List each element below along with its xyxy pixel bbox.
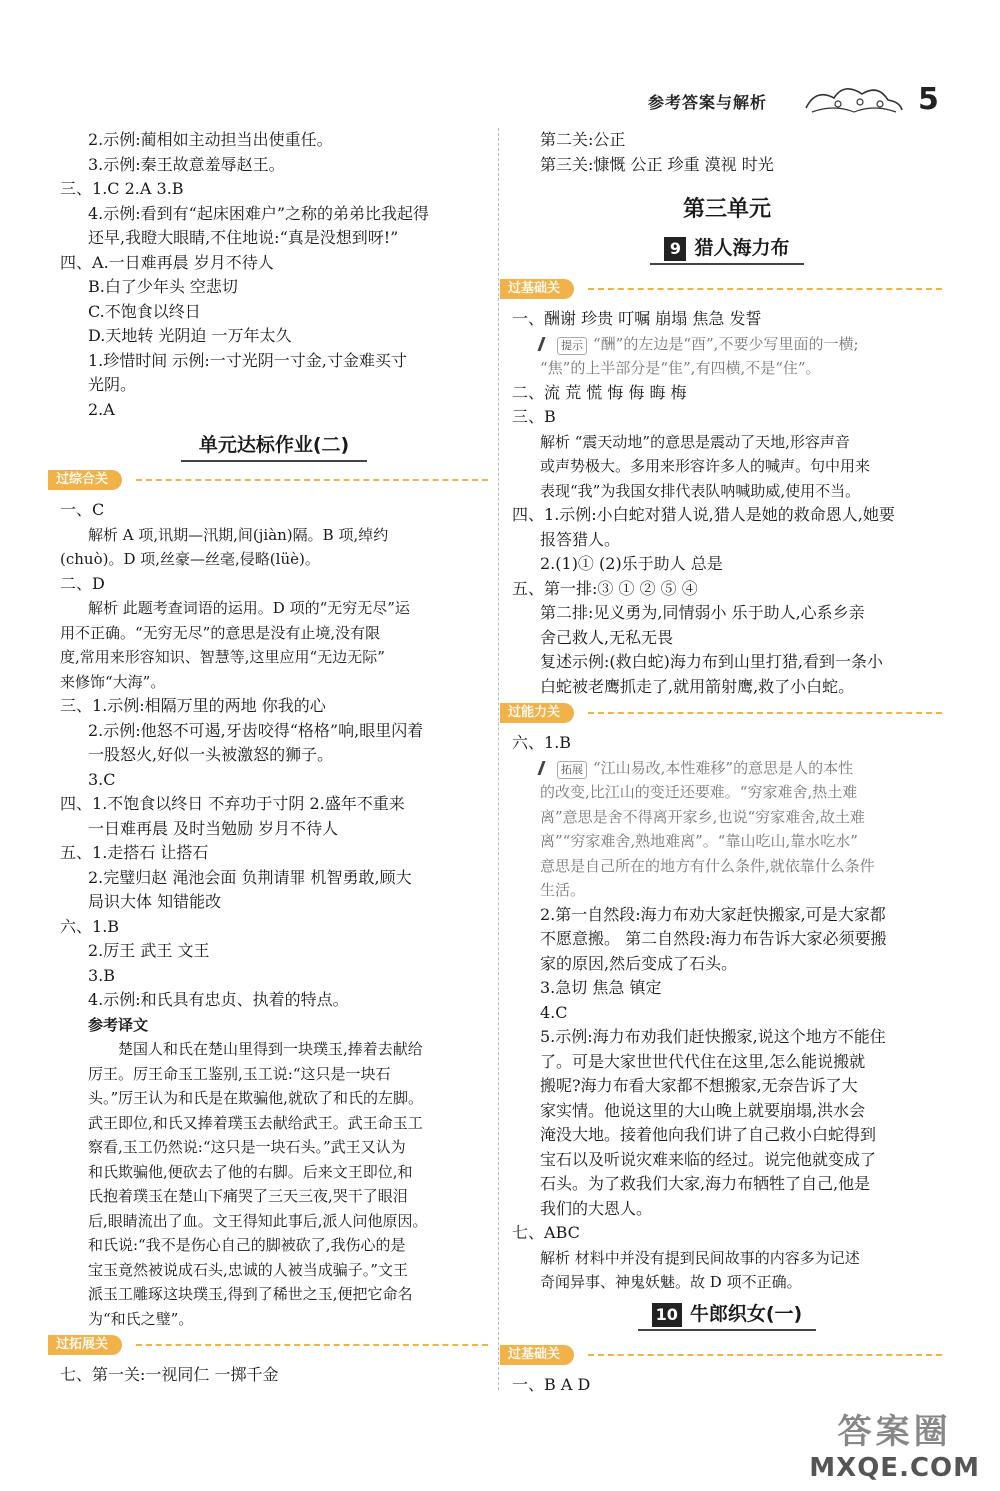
answer-line: 白蛇被老鹰抓走了,就用箭射鹰,救了小白蛇。: [540, 676, 855, 696]
answer-line: 第三关:慷慨 公正 珍重 漠视 时光: [540, 154, 774, 174]
section-tag-label: 过综合关: [48, 470, 122, 490]
question-label: 三、: [512, 407, 545, 426]
answer-line: 3.急切 焦急 镇定: [540, 978, 662, 997]
pen-icon: [537, 761, 555, 775]
answer-line: 搬呢?海力布看大家都不想搬家,无奈告诉了大: [540, 1076, 858, 1095]
extension-line: 的改变,比江山的变迁还要难。“穷家难舍,热土难: [540, 783, 858, 801]
explanation-line: 解析 材料中并没有提到民间故事的内容多为记述: [540, 1248, 860, 1267]
answer-line: C.不饱食以终日: [88, 301, 201, 321]
section-rule: [588, 288, 942, 290]
answer-text: 1.B: [544, 733, 572, 752]
answer-line: 2.第一自然段:海力布劝大家赶快搬家,可是大家都: [540, 904, 886, 924]
answer-line: 4.示例:和氏具有忠贞、执着的特点。: [88, 990, 349, 1009]
answer-line: 家实情。他说这里的大山晚上就要崩塌,洪水会: [540, 1100, 866, 1120]
explanation-line: (chuò)。D 项,丝豪—丝毫,侵略(lüè)。: [60, 550, 320, 568]
section-rule: [136, 1344, 488, 1346]
answer-line: B.白了少年头 空悲切: [88, 277, 238, 296]
section-tag-label: 过能力关: [500, 703, 574, 723]
question-label: 三、: [60, 696, 93, 715]
translation-line: 派玉工雕琢这块璞玉,得到了稀世之玉,便把它命名: [88, 1285, 413, 1303]
section-tag: [500, 701, 942, 727]
answer-text: 流 荒 慌 悔 侮 晦 梅: [544, 382, 687, 402]
section-rule: [588, 1354, 942, 1356]
answer-line: 4.示例:看到有“起床困难户”之称的弟弟比我起得: [88, 203, 430, 223]
extension-text: “江山易改,本性难移”的意思是人的本性: [593, 758, 854, 777]
cloud-decoration-icon: [804, 82, 904, 116]
answer-text: 1.走搭石 让搭石: [92, 843, 209, 862]
site-watermark: [809, 1404, 980, 1483]
extension-line: [512, 756, 942, 781]
section-tag-label: 过基础关: [500, 1345, 574, 1365]
unit-title: 第三单元: [682, 197, 771, 222]
answer-line: 宝石以及听说灾难来临的经过。说完他就变成了: [540, 1149, 877, 1169]
answer-text: A.一日难再晨 岁月不待人: [92, 252, 274, 272]
question-label: 二、: [512, 382, 545, 402]
question-label: 三、: [60, 179, 93, 198]
lesson-heading: [512, 1299, 942, 1339]
answer-line: 3.示例:秦王故意羞辱赵王。: [88, 154, 285, 174]
answer-line: 2.厉王 武王 文王: [88, 941, 210, 960]
explanation-line: 表现“我”为我国女排代表队呐喊助威,使用不当。: [540, 481, 861, 500]
unit-heading: [512, 191, 942, 229]
watermark-url: MXQE.COM: [809, 1453, 980, 1483]
answer-text: 第一关:一视同仁 一掷千金: [92, 1365, 279, 1384]
column-divider: [498, 128, 499, 1390]
translation-line: 氏抱着璞玉在楚山下痛哭了三天三夜,哭干了眼泪: [88, 1187, 408, 1205]
answer-line: 第二排:见义勇为,同情弱小 乐于助人,心系乡亲: [540, 603, 865, 622]
section-rule: [136, 479, 488, 481]
section-tag-label: 过基础关: [500, 279, 574, 299]
section-tag: [48, 468, 488, 494]
translation-line: 察看,玉工仍然说:“这只是一块石头。”武王又认为: [88, 1138, 406, 1156]
unit-heading: [60, 426, 488, 464]
answer-text: 酬谢 珍贵 叮嘱 崩塌 焦急 发誓: [544, 309, 762, 328]
lesson-number: 10: [652, 1303, 682, 1327]
translation-line: 武王即位,和氏又捧着璞玉去献给武王。武王命玉工: [88, 1113, 423, 1132]
answer-line: 2.完璧归赵 渑池会面 负荆请罪 机智勇敢,顾大: [88, 867, 412, 887]
lesson-heading: [512, 233, 942, 273]
lesson-number: 9: [664, 237, 686, 261]
answer-line: 局识大体 知错能改: [88, 892, 222, 911]
translation-line: 头。”厉王认为和氏是在欺骗他,就砍了和氏的左脚。: [88, 1089, 423, 1107]
question-label: 一、: [60, 500, 93, 519]
answer-text: 1.示例:小白蛇对猎人说,猎人是她的救命恩人,她要: [544, 505, 895, 524]
question-label: 四、: [512, 505, 545, 524]
explanation-line: 用不正确。“无穷无尽”的意思是没有止境,没有限: [60, 623, 381, 642]
question-label: 二、: [60, 573, 93, 593]
question-label: 六、: [60, 916, 93, 936]
answer-text: ABC: [544, 1223, 580, 1242]
hint-tag: 提示: [557, 337, 587, 355]
answer-line: 一日难再晨 及时当勉励 岁月不待人: [88, 818, 339, 838]
translation-line: 楚国人和氏在楚山里得到一块璞玉,捧着去献给: [118, 1040, 423, 1058]
answer-line: 3.C: [88, 769, 116, 789]
question-label: 七、: [60, 1365, 93, 1384]
explanation-line: 或声势极大。多用来形容许多人的喊声。句中用来: [540, 457, 871, 475]
extension-line: 生活。: [540, 881, 586, 899]
section-tag: [500, 277, 942, 303]
hint-line: “焦”的上半部分是“隹”,有四横,不是“住”。: [540, 359, 821, 377]
answer-line: 舍己救人,无私无畏: [540, 627, 674, 647]
explanation-line: 奇闻异事、神鬼妖魅。故 D 项不正确。: [540, 1273, 802, 1291]
answer-line: 复述示例:(救白蛇)海力布到山里打猎,看到一条小: [540, 652, 883, 671]
lesson-title-box: [650, 233, 803, 265]
pen-icon: [537, 337, 555, 351]
extension-tag: 拓展: [557, 761, 587, 779]
answer-text: 第一排:③ ① ② ⑤ ④: [544, 578, 698, 598]
answer-line: 光阴。: [88, 375, 137, 394]
lesson-title-box: [638, 1299, 816, 1331]
answer-line: 2.示例:他怒不可遏,牙齿咬得“格格”响,眼里闪着: [88, 720, 424, 740]
question-label: 一、: [512, 309, 545, 328]
left-column: [56, 128, 488, 1388]
page-number: 5: [918, 82, 939, 117]
answer-line: 还早,我瞪大眼睛,不住地说:“真是没想到呀!”: [88, 228, 399, 247]
translation-line: 后,眼睛流出了血。文王得知此事后,派人问他原因。: [88, 1211, 428, 1230]
answer-line: 4.C: [540, 1002, 568, 1022]
unit-title: 单元达标作业(二): [181, 430, 367, 462]
lesson-title: 牛郎织女(一): [689, 1302, 803, 1325]
question-label: 四、: [60, 794, 93, 813]
hint-text: “酬”的左边是“酉”,不要少写里面的一横;: [593, 334, 859, 353]
translation-line: 宝玉竟然被说成石头,忠诚的人被当成骗子。”文王: [88, 1260, 408, 1279]
question-label: 五、: [60, 843, 93, 862]
answer-text: 1.不饱食以终日 不弃功于寸阴 2.盛年不重来: [92, 794, 405, 813]
answer-line: 石头。为了救我们大家,海力布牺牲了自己,他是: [540, 1174, 871, 1193]
question-label: 六、: [512, 733, 545, 752]
watermark-logo-text: 答案圈: [837, 1412, 952, 1452]
answer-line: 不愿意搬。 第二自然段:海力布告诉大家必须要搬: [540, 929, 887, 948]
answer-line: 第二关:公正: [540, 130, 626, 149]
answer-text: 1.B: [92, 916, 120, 936]
question-label: 七、: [512, 1223, 545, 1242]
section-rule: [588, 712, 942, 714]
section-tag: [500, 1343, 942, 1369]
right-column: [508, 128, 942, 1397]
question-label: 四、: [60, 252, 93, 272]
answer-line: 家的原因,然后变成了石头。: [540, 953, 738, 973]
explanation-line: 解析 “震天动地”的意思是震动了天地,形容声音: [540, 432, 850, 451]
answer-text: B A D: [544, 1374, 591, 1394]
answer-line: 2.示例:蔺相如主动担当出使重任。: [88, 130, 333, 149]
page-header: [640, 78, 970, 118]
explanation-line: 度,常用来形容知识、智慧等,这里应用“无边无际”: [60, 648, 385, 666]
answer-text: B: [544, 407, 556, 426]
translation-title: 参考译文: [88, 1015, 149, 1034]
question-label: 五、: [512, 578, 545, 598]
answer-text: 1.示例:相隔万里的两地 你我的心: [92, 696, 326, 715]
answer-line: 1.珍惜时间 示例:一寸光阴一寸金,寸金难买寸: [88, 350, 407, 370]
explanation-line: 来修饰“大海”。: [60, 672, 166, 691]
translation-line: 为“和氏之璧”。: [88, 1309, 194, 1328]
section-tag-label: 过拓展关: [48, 1335, 122, 1355]
translation-line: 和氏说:“我不是伤心自己的脚被砍了,我伤心的是: [88, 1236, 406, 1254]
section-tag: [48, 1333, 488, 1359]
answer-text: C: [92, 500, 105, 519]
answer-line: D.天地转 光阴迫 一万年太久: [88, 326, 292, 345]
answer-line: 了。可是大家世世代代住在这里,怎么能说搬就: [540, 1051, 866, 1071]
translation-line: 厉王。厉王命玉工鉴别,玉工说:“这只是一块石: [88, 1064, 391, 1083]
lesson-title: 猎人海力布: [694, 237, 790, 259]
answer-text: D: [92, 573, 105, 593]
answer-text: 1.C 2.A 3.B: [92, 179, 184, 198]
extension-line: 离”意思是舍不得离开家乡,也说“穷家难舍,故土难: [540, 807, 865, 826]
answer-line: 报答猎人。: [540, 529, 621, 549]
hint-line: [512, 332, 942, 357]
answer-line: 5.示例:海力布劝我们赶快搬家,说这个地方不能住: [540, 1027, 886, 1046]
answer-line: 我们的大恩人。: [540, 1198, 653, 1218]
answer-line: 淹没大地。接着他向我们讲了自己救小白蛇得到: [540, 1125, 877, 1144]
question-label: 一、: [512, 1374, 545, 1394]
answer-line: 一股怒火,好似一头被激怒的狮子。: [88, 745, 334, 764]
explanation-line: 解析 此题考查词语的运用。D 项的“无穷无尽”运: [88, 599, 410, 617]
answer-line: 2.A: [88, 399, 115, 419]
extension-line: 离”“穷家难舍,熟地难离”。“靠山吃山,靠水吃水”: [540, 832, 858, 850]
extension-line: 意思是自己所在的地方有什么条件,就依靠什么条件: [540, 856, 875, 875]
translation-line: 和氏欺骗他,便砍去了他的右脚。后来文王即位,和: [88, 1162, 413, 1181]
explanation-line: 解析 A 项,讯期—汛期,间(jiàn)隔。B 项,绰约: [88, 525, 389, 544]
answer-line: 2.(1)① (2)乐于助人 总是: [540, 554, 723, 573]
answer-line: 3.B: [88, 965, 116, 985]
header-title: 参考答案与解析: [648, 93, 768, 112]
